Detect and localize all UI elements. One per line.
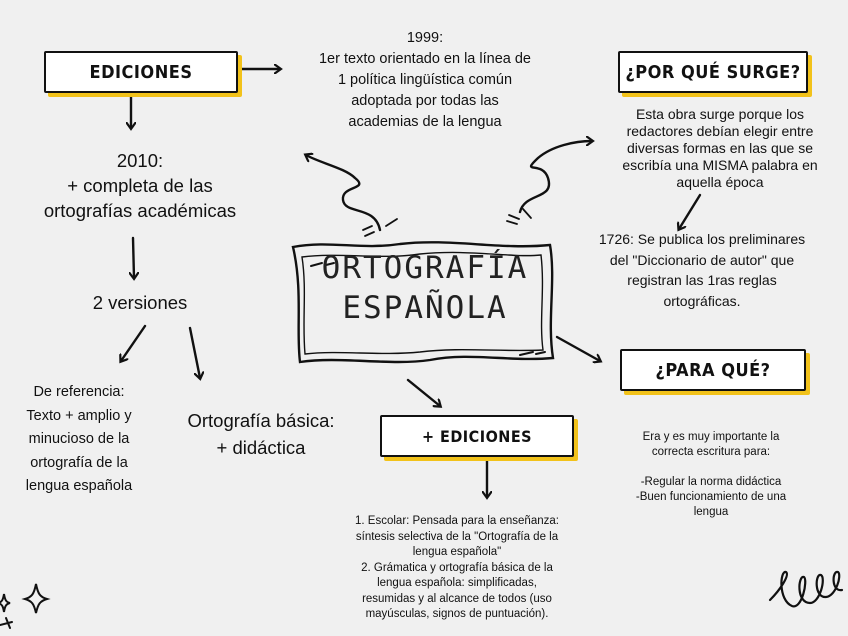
box-por-que-surge [618,51,808,93]
text-ortografia-basica [170,407,352,461]
list-item: 1. Escolar: Pensada para la enseñanza: [355,515,559,527]
box-mas-ediciones-label: + EDICIONES [421,426,533,446]
arrow-title-mas-ediciones [408,380,440,406]
text-2010-l2: + completa de las [67,175,213,196]
text-referencia-l4: ortografía de la [30,454,128,471]
curly-arrow-left [306,155,380,230]
text-para-l3: -Regular la norma didáctica [640,476,782,488]
text-de-referencia [4,381,154,499]
curly-arrow-right [520,141,592,212]
text-para-l4: -Buen funcionamiento de una [635,491,787,503]
arrow-surge-1726 [679,195,700,229]
text-referencia-l3: minucioso de la [28,431,130,447]
text-1726 [574,229,830,311]
text-basica-l1: Ortografía básica: [187,410,335,431]
text-para-l2: correcta escritura para: [651,446,771,458]
text-surge-l5: aquella época [676,174,764,190]
text-basica-l2: + didáctica [216,437,306,458]
text-referencia-l1: De referencia: [33,384,125,400]
text-surge [592,106,848,191]
text-referencia-l5: lengua española [25,478,133,494]
list-item: síntesis selectiva de la "Ortografía de la [355,530,559,543]
central-title [300,248,550,328]
text-1999-l2: 1er texto orientado en la línea de [318,51,531,67]
text-surge-l2: redactores debían elegir entre [626,123,814,139]
text-1999-l5: academias de la lengua [348,114,502,130]
list-item: lengua española: simplificadas, [377,577,537,589]
text-1999 [282,28,568,133]
list-item: mayúsculas, signos de puntuación). [365,608,549,620]
title-line-1: ORTOGRAFÍA [321,250,529,286]
text-1999-l1: 1999: [406,30,444,46]
arrow-2010-down [133,238,134,278]
box-ediciones [44,51,238,93]
text-2010-l3: ortografías académicas [43,200,237,221]
loop-decoration [770,572,842,606]
box-para-que [620,349,806,391]
text-1726-l2: del "Diccionario de autor" que [609,251,795,268]
box-por-que-label: ¿POR QUÉ SURGE? [625,61,801,83]
text-1999-l4: adoptada por todas las [351,93,499,109]
text-para-l5: lengua [693,506,729,518]
text-2010 [12,148,268,223]
text-2010-l1: 2010: [116,150,164,171]
text-1726-l4: ortográficas. [663,292,741,309]
title-line-2: ESPAÑOLA [342,290,508,326]
text-surge-l3: diversas formas en las que se [627,140,813,156]
box-ediciones-label: EDICIONES [89,61,193,83]
arrow-title-para [557,337,600,361]
list-item: resumidas y al alcance de todos (uso [362,592,552,605]
text-surge-l1: Esta obra surge porque los [635,106,805,122]
text-1999-l3: 1 política lingüística común [337,72,513,88]
text-1726-l1: 1726: Se publica los preliminares [598,231,806,247]
sparkle-decoration [25,584,47,613]
arrow-versiones-right [190,328,200,378]
list-item: lengua española" [412,546,502,558]
text-1726-l3: registran las 1ras reglas [627,272,777,288]
text-para-que [598,430,824,520]
text-surge-l4: escribía una MISMA palabra en [622,157,818,173]
text-referencia-l2: Texto + amplio y [26,407,132,424]
list-item: 2. Grámatica y ortografía básica de la [361,561,553,574]
text-para-l1: Era y es muy importante la [642,431,780,443]
text-2-versiones: 2 versiones [92,292,188,313]
ediciones-list [312,514,602,623]
box-mas-ediciones [380,415,574,457]
arrow-versiones-left [121,326,145,361]
box-para-que-label: ¿PARA QUÉ? [655,359,771,381]
